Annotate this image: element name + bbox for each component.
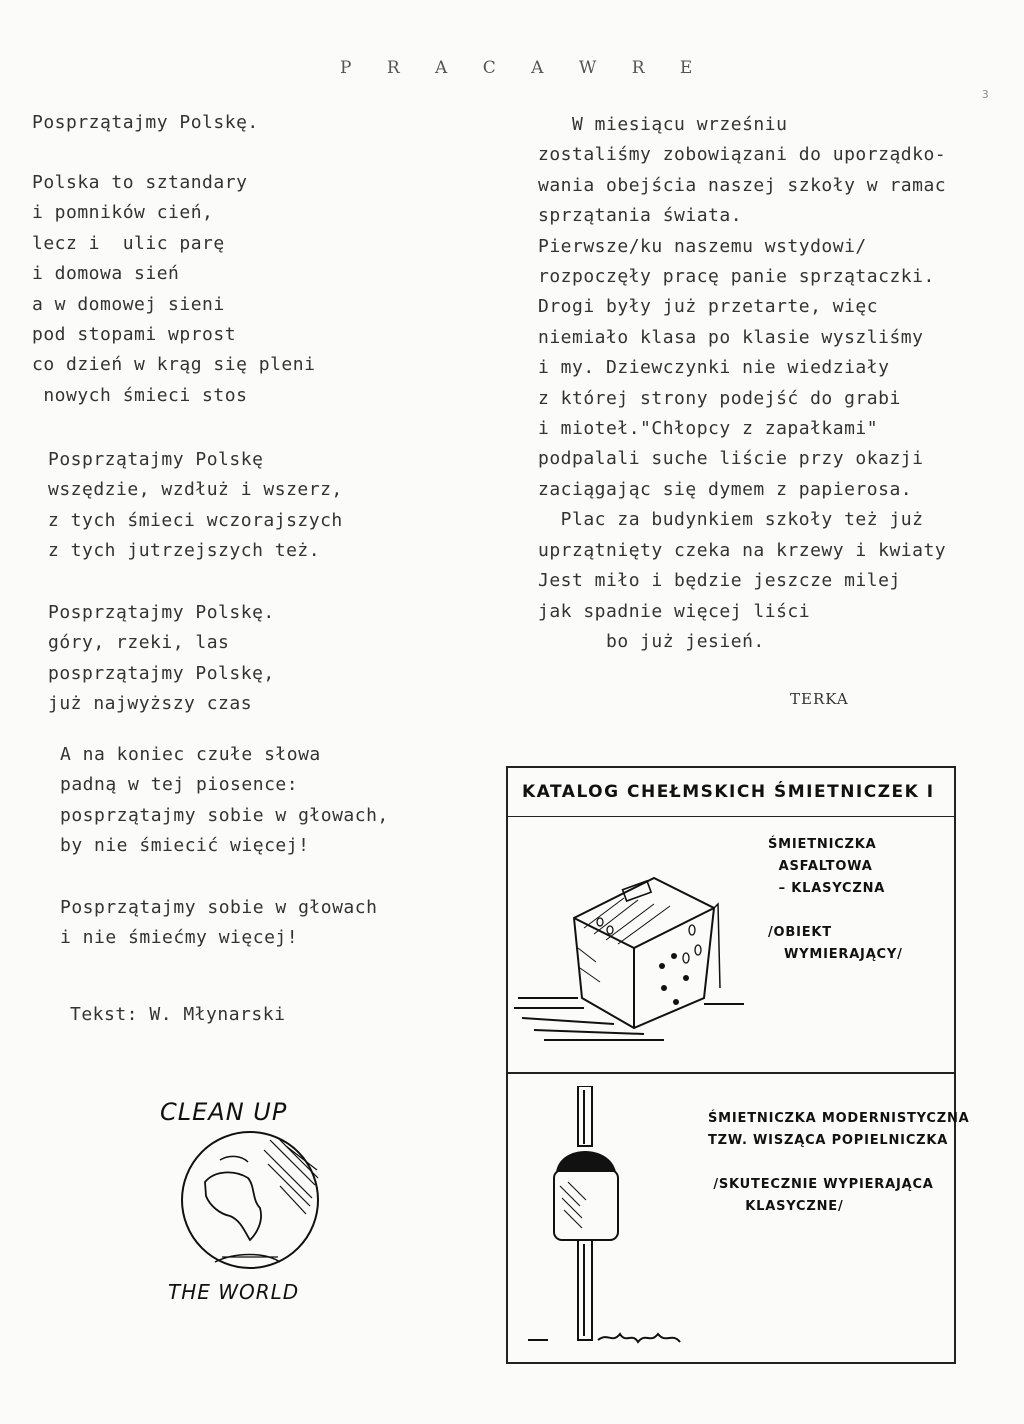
article-text: W miesiącu wrześniu zostaliśmy zobowiązani do uporządko- wania obejścia naszej szkoły w ramac sprzątania świata. Pierwsze/ku naszemu wstydowi/ rozpoczęły pracę panie sprzątaczki. Drogi były już przetarte, więc niemiało klasa po klasie wyszliśmy i my. Dziewczynki nie wiedziały z której strony podejść do grabi i mioteł."Chłopcy z zapałkami" podpalali suche liście przy okazji zaciągając się dymem z papierosa. Plac za budynkiem szkoły też już uprzątnięty czeka na krzewy i kwiaty Jest miło i będzie jeszcze milej jak spadnie więcej liści bo już jesień. [538, 114, 947, 652]
hanging-ashtray-drawing [528, 1086, 708, 1356]
asphalt-bin-drawing [514, 858, 754, 1058]
catalog-title-underline [508, 816, 954, 817]
poem-stanza: Posprzątajmy Polskę wszędzie, wzdłuż i wszerz, z tych śmieci wczorajszych z tych jutrzejszych też. [48, 449, 343, 562]
page-number: 3 [982, 88, 989, 101]
page-title: P R A C A W R E [340, 58, 708, 78]
article-signature: TERKA [790, 690, 849, 708]
catalog-item-caption: ŚMIETNICZKA ASFALTOWA – KLASYCZNA /OBIEKT WYMIERAJĄCY/ [768, 837, 903, 962]
poem-stanza: Posprzątajmy sobie w głowach i nie śmiećmy więcej! [60, 897, 378, 949]
drawing-top-text: CLEAN UP [160, 1098, 288, 1126]
poem-stanza: Polska to sztandary i pomników cień, lecz i ulic parę i domowa sień a w domowej sieni pod stopami wprost co dzień w krąg się pleni nowych śmieci stos [32, 172, 316, 406]
poem-credit: Tekst: W. Młynarski [70, 1004, 286, 1025]
drawing-bottom-text: THE WORLD [168, 1280, 300, 1304]
catalog-box [506, 766, 970, 1364]
catalog-title: KATALOG CHEŁMSKICH ŚMIETNICZEK I [522, 782, 935, 802]
catalog-item-caption: ŚMIETNICZKA MODERNISTYCZNA TZW. WISZĄCA POPIELNICZKA /SKUTECZNIE WYPIERAJĄCA KLASYCZNE/ [708, 1111, 970, 1214]
poem-title: Posprzątajmy Polskę. [32, 112, 259, 133]
poem-stanza: Posprzątajmy Polskę. góry, rzeki, las posprzątajmy Polskę, już najwyższy czas [48, 602, 275, 715]
globe-drawing [160, 1130, 360, 1290]
poem-stanza: A na koniec czułe słowa padną w tej piosence: posprzątajmy sobie w głowach, by nie śmiecić więcej! [60, 744, 389, 857]
catalog-divider [508, 1072, 954, 1074]
